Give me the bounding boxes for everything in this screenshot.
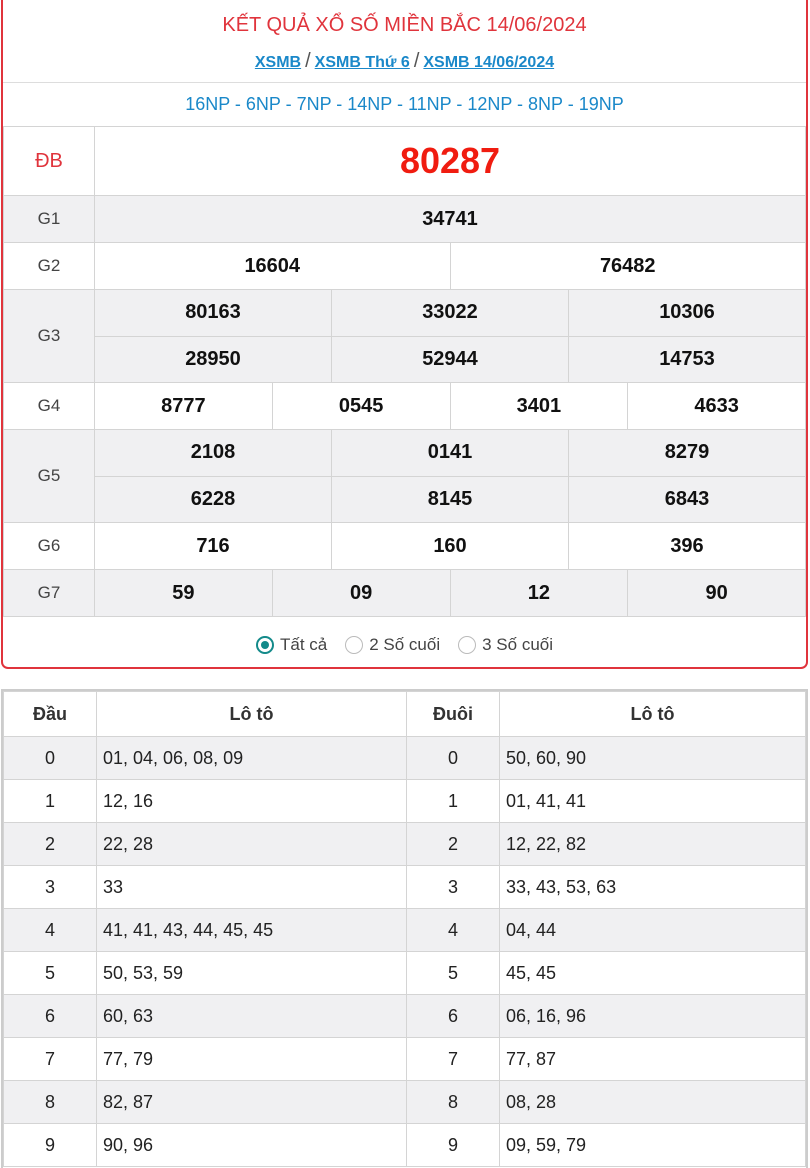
header-dau: Đầu — [4, 692, 97, 737]
prize-row-g6 — [4, 523, 806, 570]
loto-row — [4, 995, 806, 1038]
prize-number: 28950 — [95, 336, 332, 383]
prize-number: 52944 — [332, 336, 569, 383]
prize-label: G2 — [4, 243, 95, 290]
prize-number: 2108 — [95, 430, 332, 477]
prize-number: 76482 — [450, 243, 806, 290]
head-digit: 2 — [4, 823, 97, 866]
loto-row — [4, 952, 806, 995]
head-loto-values: 90, 96 — [97, 1124, 407, 1167]
head-digit: 3 — [4, 866, 97, 909]
digit-filter — [3, 617, 806, 669]
prize-row-g1 — [4, 196, 806, 243]
head-digit: 7 — [4, 1038, 97, 1081]
loto-row — [4, 1038, 806, 1081]
loto-row — [4, 909, 806, 952]
prize-number: 10306 — [569, 290, 806, 337]
prize-number: 716 — [95, 523, 332, 570]
tail-digit: 5 — [407, 952, 500, 995]
tail-loto-values: 04, 44 — [500, 909, 806, 952]
tail-loto-values: 50, 60, 90 — [500, 737, 806, 780]
prize-number: 34741 — [95, 196, 806, 243]
prize-row-g2 — [4, 243, 806, 290]
loto-row — [4, 1124, 806, 1167]
head-digit: 9 — [4, 1124, 97, 1167]
breadcrumb — [3, 47, 806, 82]
head-loto-values: 12, 16 — [97, 780, 407, 823]
header-loto: Lô tô — [500, 692, 806, 737]
tail-digit: 8 — [407, 1081, 500, 1124]
radio-checked-icon[interactable] — [256, 636, 274, 654]
prize-number: 14753 — [569, 336, 806, 383]
radio-unchecked-icon[interactable] — [345, 636, 363, 654]
prize-number: 8777 — [95, 383, 273, 430]
prize-number: 6228 — [95, 476, 332, 523]
prize-number: 09 — [272, 570, 450, 617]
prize-number: 0545 — [272, 383, 450, 430]
head-loto-values: 33 — [97, 866, 407, 909]
head-digit: 1 — [4, 780, 97, 823]
tail-digit: 9 — [407, 1124, 500, 1167]
tail-digit: 2 — [407, 823, 500, 866]
head-digit: 8 — [4, 1081, 97, 1124]
loto-row — [4, 823, 806, 866]
results-card — [1, 0, 808, 669]
prize-number: 8145 — [332, 476, 569, 523]
breadcrumb-xsmb-thu6[interactable]: XSMB Thứ 6 — [314, 54, 410, 71]
loto-row — [4, 1081, 806, 1124]
head-loto-values: 01, 04, 06, 08, 09 — [97, 737, 407, 780]
prize-number: 6843 — [569, 476, 806, 523]
prize-number: 33022 — [332, 290, 569, 337]
page-title: KẾT QUẢ XỔ SỐ MIỀN BẮC 14/06/2024 — [222, 14, 587, 36]
head-digit: 0 — [4, 737, 97, 780]
head-digit: 5 — [4, 952, 97, 995]
prize-number: 0141 — [332, 430, 569, 477]
radio-label: 3 Số cuối — [482, 635, 554, 654]
tail-loto-values: 77, 87 — [500, 1038, 806, 1081]
tail-digit: 0 — [407, 737, 500, 780]
loto-row — [4, 780, 806, 823]
special-prize-number: 80287 — [95, 127, 806, 196]
prize-row-g5 — [4, 430, 806, 477]
head-loto-values: 77, 79 — [97, 1038, 407, 1081]
filter-all-radio[interactable] — [256, 635, 327, 655]
draw-codes: 16NP - 6NP - 7NP - 14NP - 11NP - 12NP - 8NP - 19NP — [3, 82, 806, 126]
breadcrumb-xsmb[interactable]: XSMB — [254, 54, 302, 71]
header-duoi: Đuôi — [407, 692, 500, 737]
head-loto-values: 41, 41, 43, 44, 45, 45 — [97, 909, 407, 952]
prize-label: G5 — [4, 430, 95, 523]
results-table — [3, 126, 806, 617]
radio-label: 2 Số cuối — [369, 635, 441, 654]
head-digit: 4 — [4, 909, 97, 952]
head-loto-values: 60, 63 — [97, 995, 407, 1038]
prize-number: 8279 — [569, 430, 806, 477]
tail-loto-values: 01, 41, 41 — [500, 780, 806, 823]
tail-digit: 3 — [407, 866, 500, 909]
breadcrumb-separator: / — [413, 50, 420, 72]
loto-row — [4, 737, 806, 780]
radio-unchecked-icon[interactable] — [458, 636, 476, 654]
loto-header-row — [4, 692, 806, 737]
prize-number: 3401 — [450, 383, 628, 430]
head-loto-values: 22, 28 — [97, 823, 407, 866]
prize-number: 12 — [450, 570, 628, 617]
tail-loto-values: 06, 16, 96 — [500, 995, 806, 1038]
filter-last3-radio[interactable] — [458, 635, 553, 655]
prize-row-g5 — [4, 476, 806, 523]
prize-row-g3 — [4, 290, 806, 337]
tail-loto-values: 45, 45 — [500, 952, 806, 995]
prize-label: ĐB — [4, 127, 95, 196]
tail-loto-values: 33, 43, 53, 63 — [500, 866, 806, 909]
tail-digit: 1 — [407, 780, 500, 823]
breadcrumb-separator: / — [305, 50, 311, 72]
head-digit: 6 — [4, 995, 97, 1038]
tail-digit: 6 — [407, 995, 500, 1038]
prize-label: G7 — [4, 570, 95, 617]
header-loto: Lô tô — [97, 692, 407, 737]
prize-number: 90 — [628, 570, 806, 617]
prize-number: 396 — [569, 523, 806, 570]
prize-row-db — [4, 127, 806, 196]
prize-number: 59 — [95, 570, 273, 617]
prize-row-g3 — [4, 336, 806, 383]
prize-number: 160 — [332, 523, 569, 570]
prize-number: 4633 — [628, 383, 806, 430]
filter-last2-radio[interactable] — [345, 635, 440, 655]
radio-label: Tất cả — [279, 635, 328, 654]
loto-table-container — [1, 689, 808, 1168]
loto-row — [4, 866, 806, 909]
prize-number: 16604 — [95, 243, 451, 290]
tail-digit: 4 — [407, 909, 500, 952]
prize-label: G4 — [4, 383, 95, 430]
breadcrumb-xsmb-date[interactable]: XSMB 14/06/2024 — [423, 54, 555, 71]
prize-label: G6 — [4, 523, 95, 570]
loto-table — [3, 691, 806, 1167]
prize-row-g7 — [4, 570, 806, 617]
tail-loto-values: 12, 22, 82 — [500, 823, 806, 866]
prize-number: 80163 — [95, 290, 332, 337]
prize-row-g4 — [4, 383, 806, 430]
tail-loto-values: 08, 28 — [500, 1081, 806, 1124]
tail-digit: 7 — [407, 1038, 500, 1081]
head-loto-values: 82, 87 — [97, 1081, 407, 1124]
tail-loto-values: 09, 59, 79 — [500, 1124, 806, 1167]
prize-label: G1 — [4, 196, 95, 243]
head-loto-values: 50, 53, 59 — [97, 952, 407, 995]
prize-label: G3 — [4, 290, 95, 383]
